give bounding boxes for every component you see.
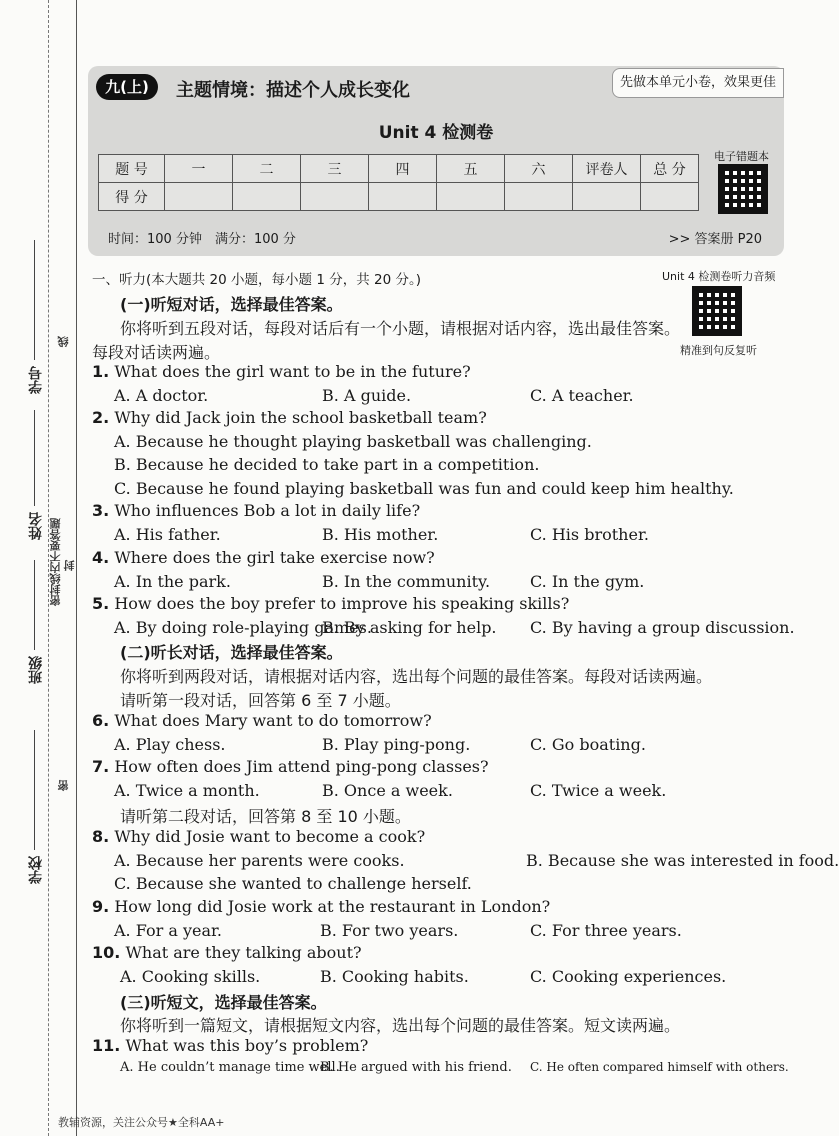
question-6 bbox=[92, 711, 432, 730]
option-c[interactable]: C. He often compared himself with others. bbox=[530, 1060, 789, 1074]
score-table-cell: 三 bbox=[301, 155, 369, 183]
score-cell[interactable] bbox=[641, 183, 699, 211]
question-7 bbox=[92, 757, 489, 776]
question-8 bbox=[92, 827, 425, 846]
question-text: What was this boy’s problem? bbox=[125, 1036, 369, 1055]
section-title: 一、听力(本大题共 20 小题，每小题 1 分，共 20 分。) bbox=[92, 272, 421, 288]
name-label: 姓名 bbox=[28, 512, 44, 540]
audio-title: Unit 4 检测卷听力音频 bbox=[662, 270, 776, 283]
answer-reference: >> 答案册 P20 bbox=[668, 232, 762, 247]
question-2 bbox=[92, 408, 487, 427]
question-3 bbox=[92, 501, 420, 520]
question-number: 5. bbox=[92, 594, 110, 613]
binding-margin bbox=[0, 0, 84, 1136]
question-number: 1. bbox=[92, 362, 110, 381]
option-a[interactable]: A. A doctor. bbox=[114, 386, 209, 405]
audio-caption: 精准到句反复听 bbox=[680, 344, 757, 357]
exam-time-info: 时间：100 分钟 满分：100 分 bbox=[108, 232, 296, 247]
score-cell[interactable] bbox=[233, 183, 301, 211]
score-cell[interactable] bbox=[505, 183, 573, 211]
question-text: Why did Jack join the school basketball team? bbox=[114, 408, 487, 427]
option-c[interactable]: C. Twice a week. bbox=[530, 781, 667, 800]
option-a[interactable]: A. Play chess. bbox=[114, 735, 226, 754]
question-text: Who influences Bob a lot in daily life? bbox=[114, 501, 421, 520]
question-number: 10. bbox=[92, 943, 121, 962]
student-id-blank[interactable] bbox=[34, 240, 35, 360]
option-b[interactable]: B. Because she was interested in food. bbox=[526, 851, 839, 870]
question-text: What are they talking about? bbox=[125, 943, 362, 962]
option-a[interactable]: A. His father. bbox=[114, 525, 221, 544]
option-b[interactable]: B. In the community. bbox=[322, 572, 491, 591]
option-a[interactable]: A. By doing role-playing games. bbox=[114, 618, 372, 637]
score-cell[interactable] bbox=[573, 183, 641, 211]
question-9 bbox=[92, 897, 550, 916]
score-table-cell: 五 bbox=[437, 155, 505, 183]
score-cell[interactable] bbox=[437, 183, 505, 211]
exam-header bbox=[88, 66, 784, 256]
school-label: 学校 bbox=[28, 856, 44, 884]
question-number: 8. bbox=[92, 827, 110, 846]
question-number: 3. bbox=[92, 501, 110, 520]
option-a[interactable]: A. Cooking skills. bbox=[120, 967, 261, 986]
option-b[interactable]: B. Because he decided to take part in a competition. bbox=[114, 455, 540, 474]
option-c[interactable]: C. By having a group discussion. bbox=[530, 618, 795, 637]
score-table-header-row bbox=[99, 155, 699, 183]
score-table-score-row bbox=[99, 183, 699, 211]
option-a[interactable]: A. He couldn’t manage time well. bbox=[120, 1060, 340, 1075]
question-number: 7. bbox=[92, 757, 110, 776]
score-table-cell: 评卷人 bbox=[573, 155, 641, 183]
question-1 bbox=[92, 362, 471, 381]
question-text: What does Mary want to do tomorrow? bbox=[114, 711, 432, 730]
part1-desc-2: 每段对话读两遍。 bbox=[92, 343, 221, 362]
option-a[interactable]: A. Because her parents were cooks. bbox=[114, 851, 405, 870]
option-b[interactable]: B. Play ping-pong. bbox=[322, 735, 471, 754]
part2-second-dialogue: 请听第二段对话，回答第 8 至 10 小题。 bbox=[120, 807, 411, 826]
score-table-cell: 题 号 bbox=[99, 155, 165, 183]
motto-banner: 先做本单元小卷，效果更佳 bbox=[612, 68, 784, 98]
option-a[interactable]: A. Twice a month. bbox=[114, 781, 260, 800]
question-number: 9. bbox=[92, 897, 110, 916]
part3-desc: 你将听到一篇短文，请根据短文内容，选出每个问题的最佳答案。短文读两遍。 bbox=[120, 1016, 681, 1035]
option-c[interactable]: C. For three years. bbox=[530, 921, 682, 940]
part2-first-dialogue: 请听第一段对话，回答第 6 至 7 小题。 bbox=[120, 691, 401, 710]
question-text: How often does Jim attend ping-pong classes? bbox=[114, 757, 489, 776]
unit-title: Unit 4 检测卷 bbox=[378, 123, 494, 143]
error-book-label: 电子错题本 bbox=[714, 150, 769, 163]
question-11 bbox=[92, 1036, 368, 1055]
class-blank[interactable] bbox=[34, 560, 35, 650]
option-c[interactable]: C. A teacher. bbox=[530, 386, 634, 405]
score-table-cell: 二 bbox=[233, 155, 301, 183]
option-c[interactable]: C. In the gym. bbox=[530, 572, 645, 591]
option-b[interactable]: B. Once a week. bbox=[322, 781, 453, 800]
score-table-cell: 六 bbox=[505, 155, 573, 183]
class-label: 班级 bbox=[28, 656, 44, 684]
question-text: How long did Josie work at the restaurant in London? bbox=[114, 897, 551, 916]
part3-title: (三)听短文，选择最佳答案。 bbox=[120, 993, 327, 1012]
option-a[interactable]: A. For a year. bbox=[114, 921, 222, 940]
qr-code-icon[interactable] bbox=[718, 164, 768, 214]
seal-note: 密封线内不要答题 bbox=[49, 518, 62, 606]
score-cell[interactable] bbox=[301, 183, 369, 211]
part2-desc: 你将听到两段对话，请根据对话内容，选出每个问题的最佳答案。每段对话读两遍。 bbox=[120, 667, 713, 686]
score-table-cell: 一 bbox=[165, 155, 233, 183]
score-cell[interactable] bbox=[369, 183, 437, 211]
question-number: 11. bbox=[92, 1036, 121, 1055]
question-text: Why did Josie want to become a cook? bbox=[114, 827, 426, 846]
audio-qr-code-icon[interactable] bbox=[692, 286, 742, 336]
option-b[interactable]: B. His mother. bbox=[322, 525, 439, 544]
school-blank[interactable] bbox=[34, 730, 35, 850]
option-c[interactable]: C. Because he found playing basketball was fun and could keep him healthy. bbox=[114, 479, 734, 498]
name-blank[interactable] bbox=[34, 410, 35, 506]
option-b[interactable]: B. A guide. bbox=[322, 386, 412, 405]
option-a[interactable]: A. In the park. bbox=[114, 572, 231, 591]
question-10 bbox=[92, 943, 362, 962]
seal-mark-feng: 封 bbox=[63, 560, 76, 571]
part1-title: (一)听短对话，选择最佳答案。 bbox=[120, 295, 343, 314]
score-cell[interactable] bbox=[165, 183, 233, 211]
option-c[interactable]: C. Go boating. bbox=[530, 735, 646, 754]
part2-title: (二)听长对话，选择最佳答案。 bbox=[120, 643, 343, 662]
option-c[interactable]: C. Cooking experiences. bbox=[530, 967, 727, 986]
option-b[interactable]: B. By asking for help. bbox=[322, 618, 497, 637]
question-text: Where does the girl take exercise now? bbox=[114, 548, 435, 567]
option-b[interactable]: B. For two years. bbox=[320, 921, 459, 940]
score-table bbox=[98, 154, 699, 211]
option-b[interactable]: B. He argued with his friend. bbox=[320, 1060, 512, 1075]
question-number: 4. bbox=[92, 548, 110, 567]
grade-tag: 九(上) bbox=[96, 74, 158, 100]
question-4 bbox=[92, 548, 435, 567]
question-5 bbox=[92, 594, 569, 613]
student-id-label: 学号 bbox=[28, 366, 44, 394]
seal-mark-mi: 密 bbox=[57, 780, 70, 791]
option-c[interactable]: C. Because she wanted to challenge herself. bbox=[114, 874, 472, 893]
option-a[interactable]: A. Because he thought playing basketball was challenging. bbox=[114, 432, 592, 451]
question-text: What does the girl want to be in the future? bbox=[114, 362, 471, 381]
option-b[interactable]: B. Cooking habits. bbox=[320, 967, 469, 986]
question-number: 2. bbox=[92, 408, 110, 427]
score-table-cell: 总 分 bbox=[641, 155, 699, 183]
score-row-label: 得 分 bbox=[99, 183, 165, 211]
seal-mark-xian: 线 bbox=[57, 336, 70, 347]
score-table-cell: 四 bbox=[369, 155, 437, 183]
question-text: How does the boy prefer to improve his speaking skills? bbox=[114, 594, 570, 613]
footer-watermark: 教辅资源，关注公众号★全科AA+ bbox=[58, 1116, 225, 1129]
option-c[interactable]: C. His brother. bbox=[530, 525, 649, 544]
theme-title: 主题情境：描述个人成长变化 bbox=[176, 80, 410, 101]
part1-desc: 你将听到五段对话，每段对话后有一个小题，请根据对话内容，选出最佳答案。 bbox=[120, 319, 681, 338]
question-number: 6. bbox=[92, 711, 110, 730]
